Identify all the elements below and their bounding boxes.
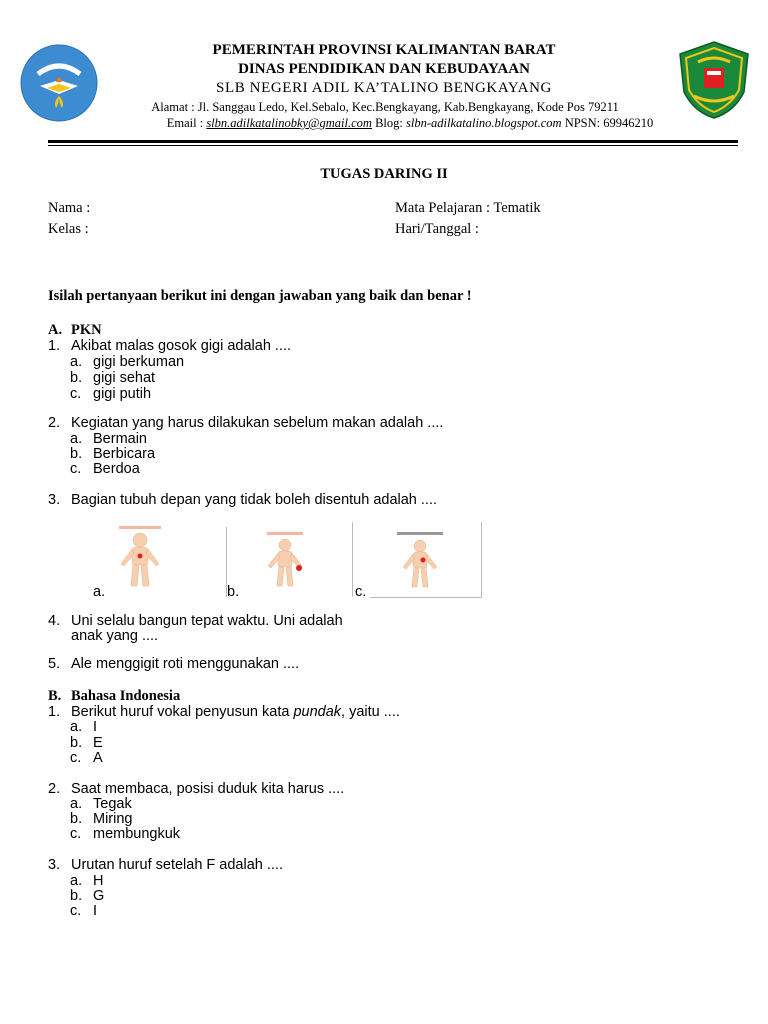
school-name: SLB NEGERI ADIL KA’TALINO BENGKAYANG — [216, 80, 552, 96]
section-b-heading: B. Bahasa Indonesia — [48, 688, 181, 704]
option-a2-a: a. Bermain — [70, 431, 147, 447]
section-a-heading: A. PKN — [48, 322, 102, 338]
body-figure-c-image — [385, 530, 455, 590]
option-b2-a: a. Tegak — [70, 796, 132, 812]
option-b3-b: b. G — [70, 888, 105, 904]
question-a5: 5. Ale menggigit roti menggunakan .... — [48, 656, 300, 672]
question-a4: 4. Uni selalu bangun tepat waktu. Uni adalah — [48, 613, 343, 629]
question-b2: 2. Saat membaca, posisi duduk kita harus .... — [48, 781, 345, 797]
option-b1-c: c. A — [70, 750, 103, 766]
option-a1-a: a. gigi berkuman — [70, 354, 185, 370]
option-a1-b: b. gigi sehat — [70, 370, 156, 386]
question-a2: 2. Kegiatan yang harus dilakukan sebelum makan adalah .... — [48, 415, 444, 431]
image-divider — [370, 597, 482, 598]
question-a4-continued: anak yang .... — [71, 628, 159, 644]
option-b1-b: b. E — [70, 735, 103, 751]
image-divider — [481, 522, 482, 597]
image-label-a: a. — [93, 584, 106, 600]
field-kelas: Kelas : — [48, 221, 89, 237]
option-b2-b: b. Miring — [70, 811, 133, 827]
option-a2-b: b. Berbicara — [70, 446, 156, 462]
header-rule-thick — [48, 140, 738, 143]
option-b2-c: c. membungkuk — [70, 826, 181, 842]
body-figure-b-image — [255, 530, 315, 590]
school-address: Alamat : Jl. Sanggau Ledo, Kel.Sebalo, Kec.Bengkayang, Kab.Bengkayang, Kode Pos 79211 — [151, 100, 619, 114]
contact-line: Email : slbn.adilkatalinobky@gmail.com Blog: slbn-adilkatalino.blogspot.com NPSN: 69946210 — [166, 116, 654, 130]
header-rule-thin — [48, 145, 738, 146]
image-label-c: c. — [355, 584, 367, 600]
image-divider — [352, 522, 353, 597]
question-a1: 1. Akibat malas gosok gigi adalah .... — [48, 338, 292, 354]
document-title: TUGAS DARING II — [320, 166, 448, 182]
body-figure-a-image — [105, 522, 175, 590]
question-b3: 3. Urutan huruf setelah F adalah .... — [48, 857, 283, 873]
field-mata-pelajaran: Mata Pelajaran : Tematik — [395, 200, 541, 216]
field-nama: Nama : — [48, 200, 91, 216]
question-a3: 3. Bagian tubuh depan yang tidak boleh disentuh adalah .... — [48, 492, 438, 508]
option-b3-c: c. I — [70, 903, 98, 919]
field-hari-tanggal: Hari/Tanggal : — [395, 221, 479, 237]
blog-link[interactable]: slbn-adilkatalino.blogspot.com — [406, 116, 562, 130]
letterhead-line-1: PEMERINTAH PROVINSI KALIMANTAN BARAT — [212, 42, 556, 58]
option-b3-a: a. H — [70, 873, 104, 889]
option-b1-a: a. I — [70, 719, 98, 735]
letterhead-line-2: DINAS PENDIDIKAN DAN KEBUDAYAAN — [238, 61, 530, 77]
instruction: Isilah pertanyaan berikut ini dengan jawaban yang baik dan benar ! — [48, 288, 472, 304]
email-link[interactable]: slbn.adilkatalinobky@gmail.com — [206, 116, 372, 130]
option-a1-c: c. gigi putih — [70, 386, 152, 402]
image-label-b: b. — [227, 584, 240, 600]
question-b1: 1. Berikut huruf vokal penyusun kata pundak, yaitu .... — [48, 704, 400, 720]
option-a2-c: c. Berdoa — [70, 461, 140, 477]
